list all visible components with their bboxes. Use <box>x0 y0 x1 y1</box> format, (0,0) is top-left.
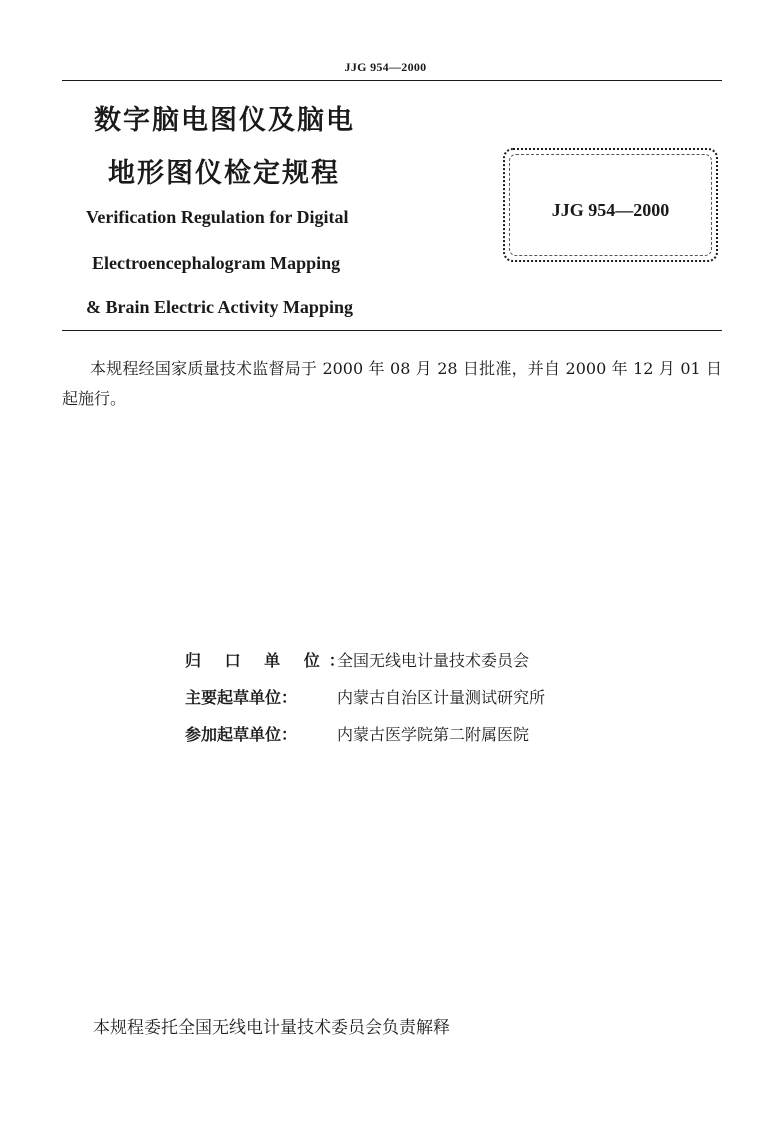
interpretation-note: 本规程委托全国无线电计量技术委员会负责解释 <box>93 1018 450 1038</box>
standard-code-box <box>503 148 718 262</box>
english-title-line-2: Electroencephalogram Mapping <box>92 253 341 273</box>
top-divider <box>62 80 722 81</box>
main-drafting-unit-value: 内蒙古自治区计量测试研究所 <box>337 688 546 707</box>
bottom-divider <box>62 330 722 331</box>
english-title-line-3: & Brain Electric Activity Mapping <box>86 297 353 317</box>
responsible-unit-row <box>185 648 529 671</box>
chinese-title-line-2: 地形图仪检定规程 <box>108 158 340 189</box>
header-standard-code: JJG 954—2000 <box>344 60 427 74</box>
participating-drafting-unit-value: 内蒙古医学院第二附属医院 <box>337 725 530 744</box>
responsible-unit-label: 归 口 单 位： <box>185 651 354 670</box>
main-drafting-unit-row <box>185 685 545 708</box>
chinese-title-line-1: 数字脑电图仪及脑电 <box>94 105 355 136</box>
english-title-line-1: Verification Regulation for Digital <box>86 207 349 227</box>
code-box-text: JJG 954—2000 <box>551 200 670 220</box>
approval-statement: 本规程经国家质量技术监督局于 2000 年 08 月 28 日批准，并自 2000 年 12 月 01 日起施行。 <box>62 359 722 408</box>
main-drafting-unit-label: 主要起草单位： <box>185 688 298 707</box>
participating-drafting-unit-row <box>185 722 529 745</box>
participating-drafting-unit-label: 参加起草单位： <box>185 725 298 744</box>
responsible-unit-value: 全国无线电计量技术委员会 <box>337 651 530 670</box>
